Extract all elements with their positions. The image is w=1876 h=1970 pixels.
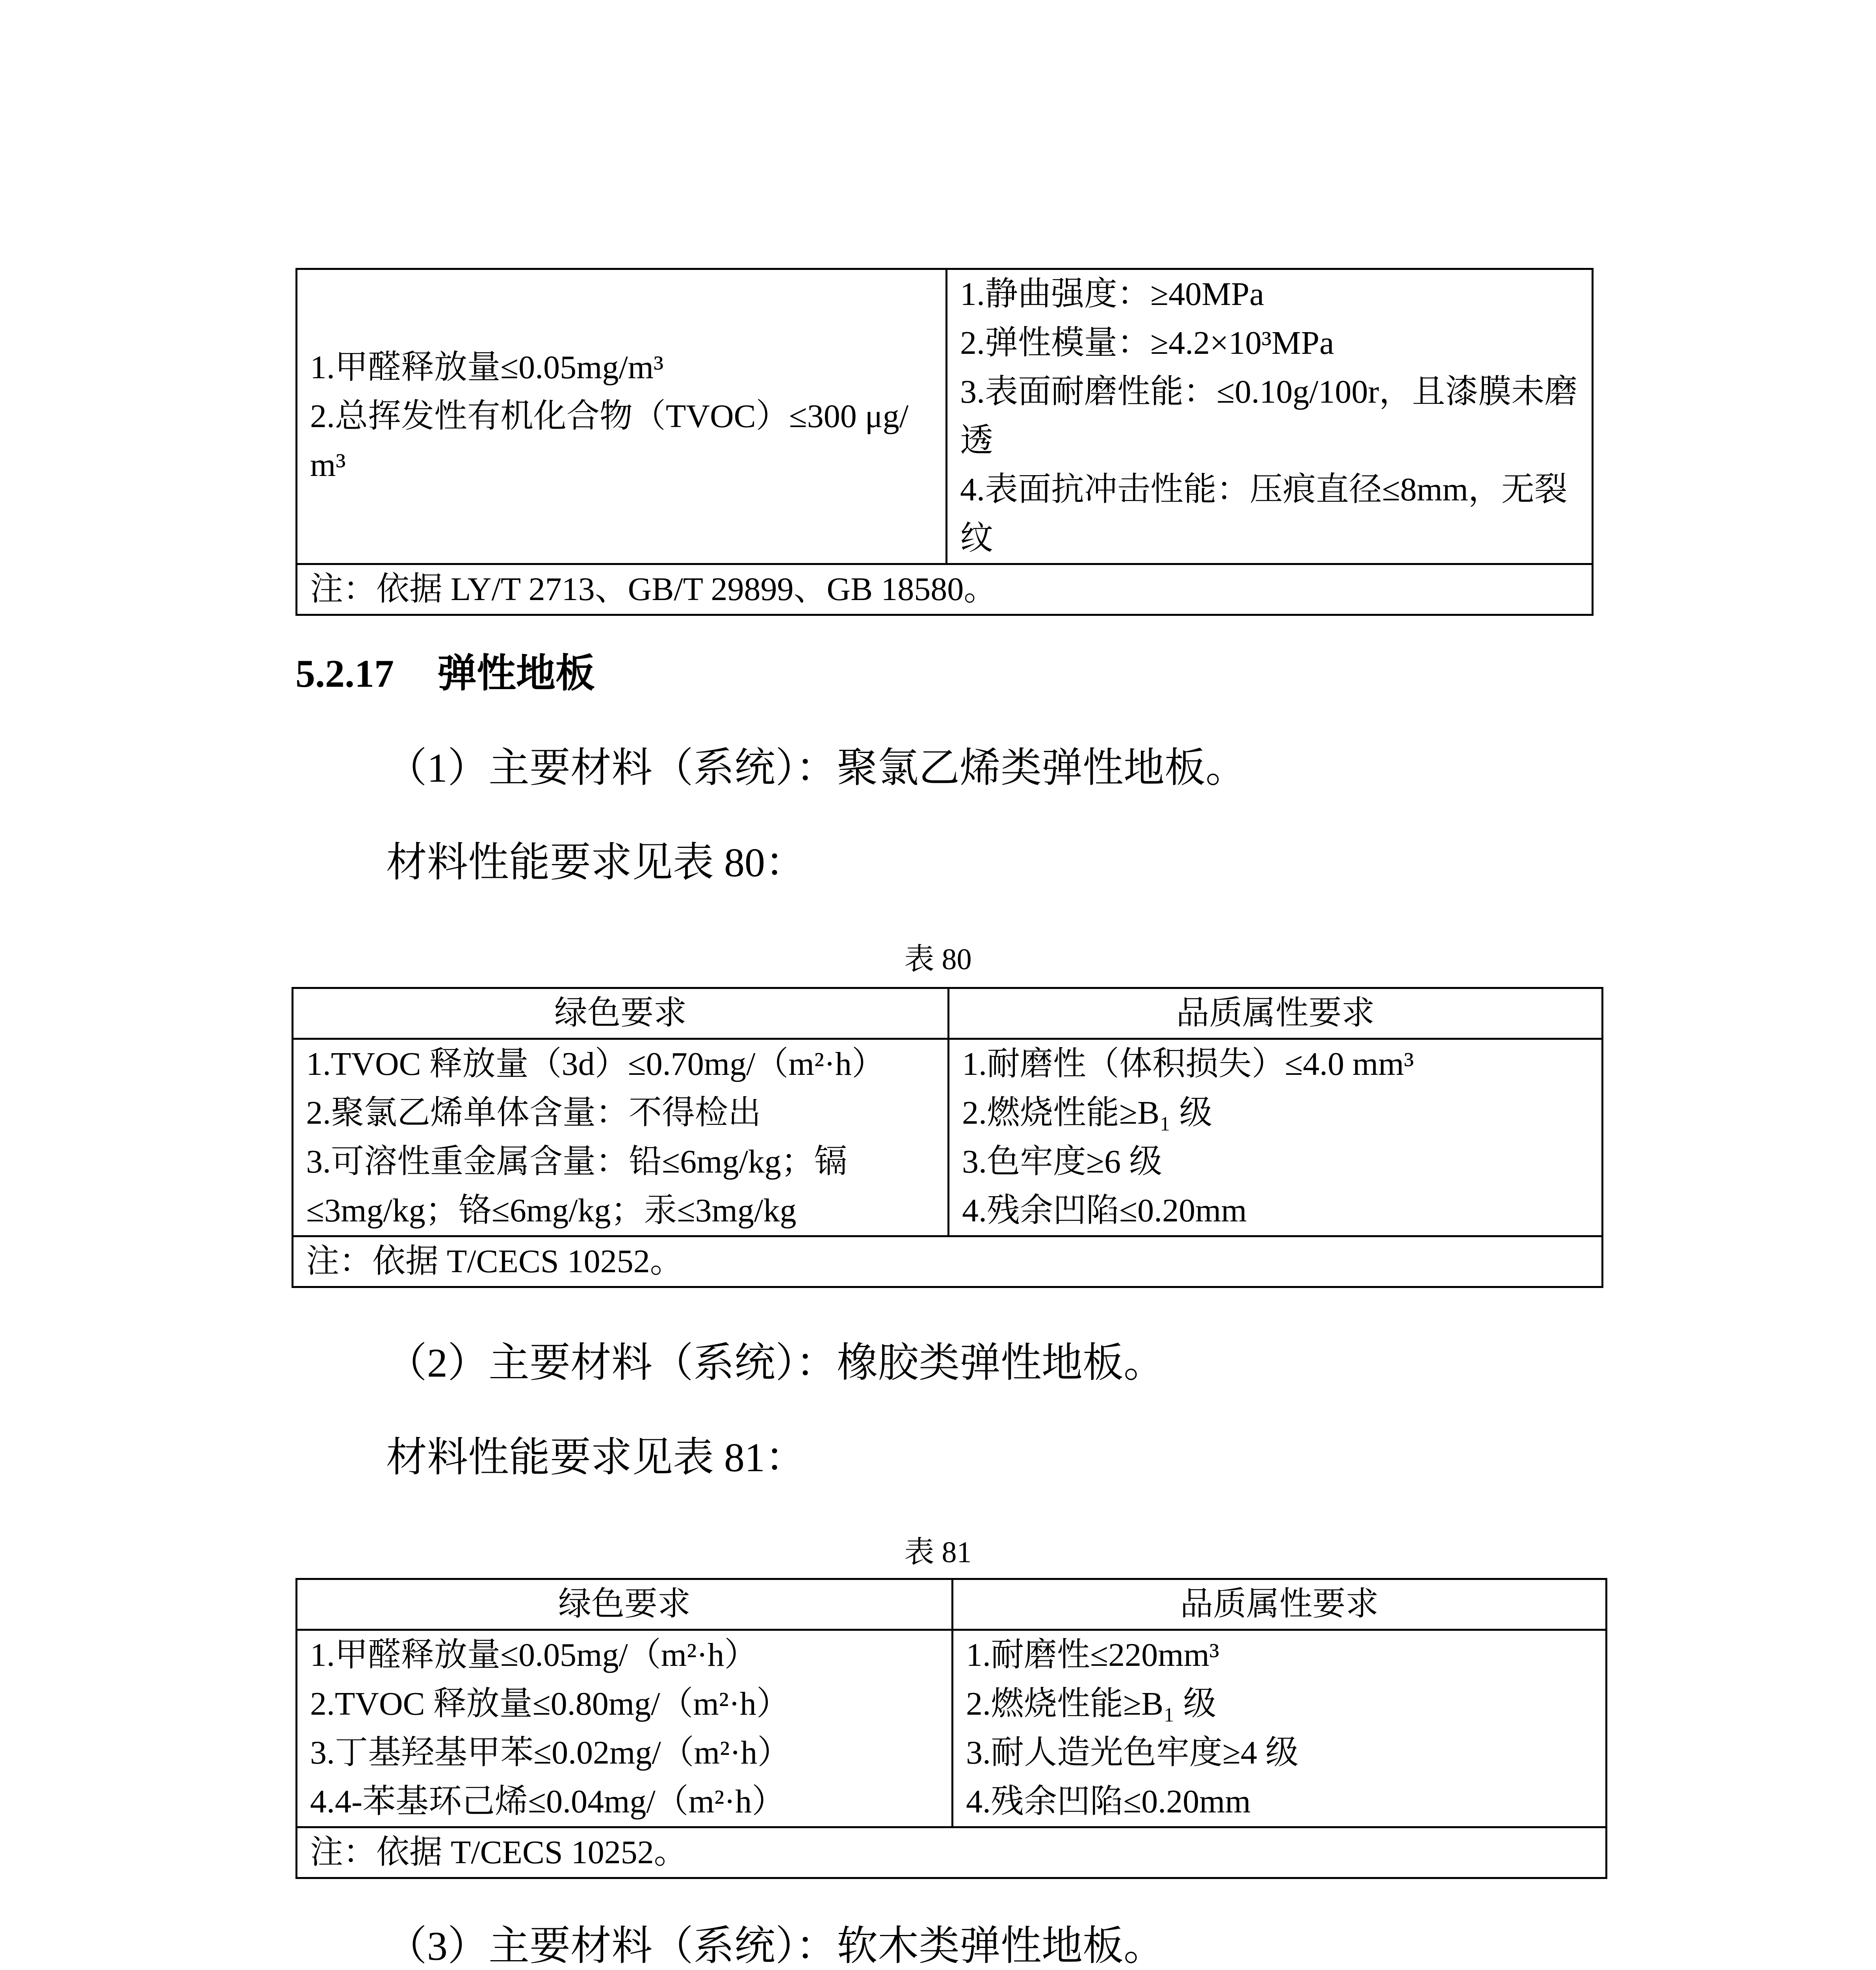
green-line-1: 1.甲醛释放量≤0.05mg/m³ — [310, 349, 664, 386]
header-green: 绿色要求 — [293, 988, 949, 1039]
table-80 — [292, 987, 1603, 1288]
quality-line-4: 4.残余凹陷≤0.20mm — [966, 1783, 1251, 1820]
green-line-1: 1.甲醛释放量≤0.05mg/（m²·h） — [310, 1637, 758, 1673]
table-81 — [295, 1578, 1607, 1879]
green-line-2: 2.TVOC 释放量≤0.80mg/（m²·h） — [310, 1686, 789, 1722]
quality-line-4: 4.残余凹陷≤0.20mm — [962, 1192, 1247, 1229]
green-line-3: 3.丁基羟基甲苯≤0.02mg/（m²·h） — [310, 1734, 791, 1771]
table-row — [297, 269, 1593, 564]
paragraph-material-1: （1）主要材料（系统）：聚氯乙烯类弹性地板。 — [386, 745, 1247, 791]
table-header-row — [297, 1579, 1607, 1630]
quality-line-3: 3.表面耐磨性能：≤0.10g/100r，且漆膜未磨透 — [960, 374, 1578, 459]
quality-line-3: 3.色牢度≥6 级 — [962, 1143, 1163, 1180]
quality-line-3: 3.耐人造光色牢度≥4 级 — [966, 1734, 1299, 1771]
header-green: 绿色要求 — [297, 1579, 953, 1630]
paragraph-material-3: （3）主要材料（系统）：软木类弹性地板。 — [386, 1924, 1165, 1969]
table-note: 注：依据 T/CECS 10252。 — [293, 1236, 1603, 1287]
header-quality: 品质属性要求 — [949, 988, 1603, 1039]
quality-requirements-cell — [953, 1630, 1607, 1827]
table-note-row — [297, 1827, 1607, 1878]
quality-requirements-cell — [947, 269, 1593, 564]
green-line-2: 2.聚氯乙烯单体含量：不得检出 — [306, 1095, 762, 1131]
section-title: 弹性地板 — [437, 652, 595, 695]
green-line-4: 4.4-苯基环己烯≤0.04mg/（m²·h） — [310, 1783, 785, 1820]
quality-line-4: 4.表面抗冲击性能：压痕直径≤8mm，无裂纹 — [960, 471, 1568, 557]
header-quality: 品质属性要求 — [953, 1579, 1607, 1630]
quality-line-2: 2.燃烧性能≥B₁ 级 — [966, 1686, 1217, 1722]
table-caption-81: 表 81 — [904, 1536, 972, 1569]
table-continued — [295, 268, 1594, 616]
section-heading — [295, 646, 595, 701]
table-note-row — [293, 1236, 1603, 1287]
table-header-row — [293, 988, 1603, 1039]
quality-line-2: 2.燃烧性能≥B₁ 级 — [962, 1095, 1213, 1131]
paragraph-table-ref-81: 材料性能要求见表 81： — [386, 1435, 806, 1480]
quality-line-1: 1.静曲强度：≥40MPa — [960, 276, 1264, 312]
quality-line-1: 1.耐磨性（体积损失）≤4.0 mm³ — [962, 1046, 1414, 1082]
green-line-4: ≤3mg/kg；铬≤6mg/kg；汞≤3mg/kg — [306, 1192, 797, 1229]
table-note: 注：依据 T/CECS 10252。 — [297, 1827, 1607, 1878]
table-row — [297, 1630, 1607, 1827]
green-line-1: 1.TVOC 释放量（3d）≤0.70mg/（m²·h） — [306, 1046, 885, 1082]
green-requirements-cell — [293, 1039, 949, 1236]
table-row — [293, 1039, 1603, 1236]
table-note-row — [297, 564, 1593, 615]
green-requirements-cell — [297, 269, 947, 564]
quality-line-1: 1.耐磨性≤220mm³ — [966, 1637, 1219, 1673]
table-caption-80: 表 80 — [904, 943, 972, 976]
quality-line-2: 2.弹性模量：≥4.2×10³MPa — [960, 325, 1334, 361]
quality-requirements-cell — [949, 1039, 1603, 1236]
green-requirements-cell — [297, 1630, 953, 1827]
table-note: 注：依据 LY/T 2713、GB/T 29899、GB 18580。 — [297, 564, 1593, 615]
section-number: 5.2.17 — [295, 652, 394, 695]
paragraph-table-ref-80: 材料性能要求见表 80： — [386, 840, 806, 885]
paragraph-material-2: （2）主要材料（系统）：橡胶类弹性地板。 — [386, 1340, 1165, 1386]
green-line-2: 2.总挥发性有机化合物（TVOC）≤300 μg/m³ — [310, 398, 909, 483]
green-line-3: 3.可溶性重金属含量：铅≤6mg/kg；镉 — [306, 1143, 847, 1180]
